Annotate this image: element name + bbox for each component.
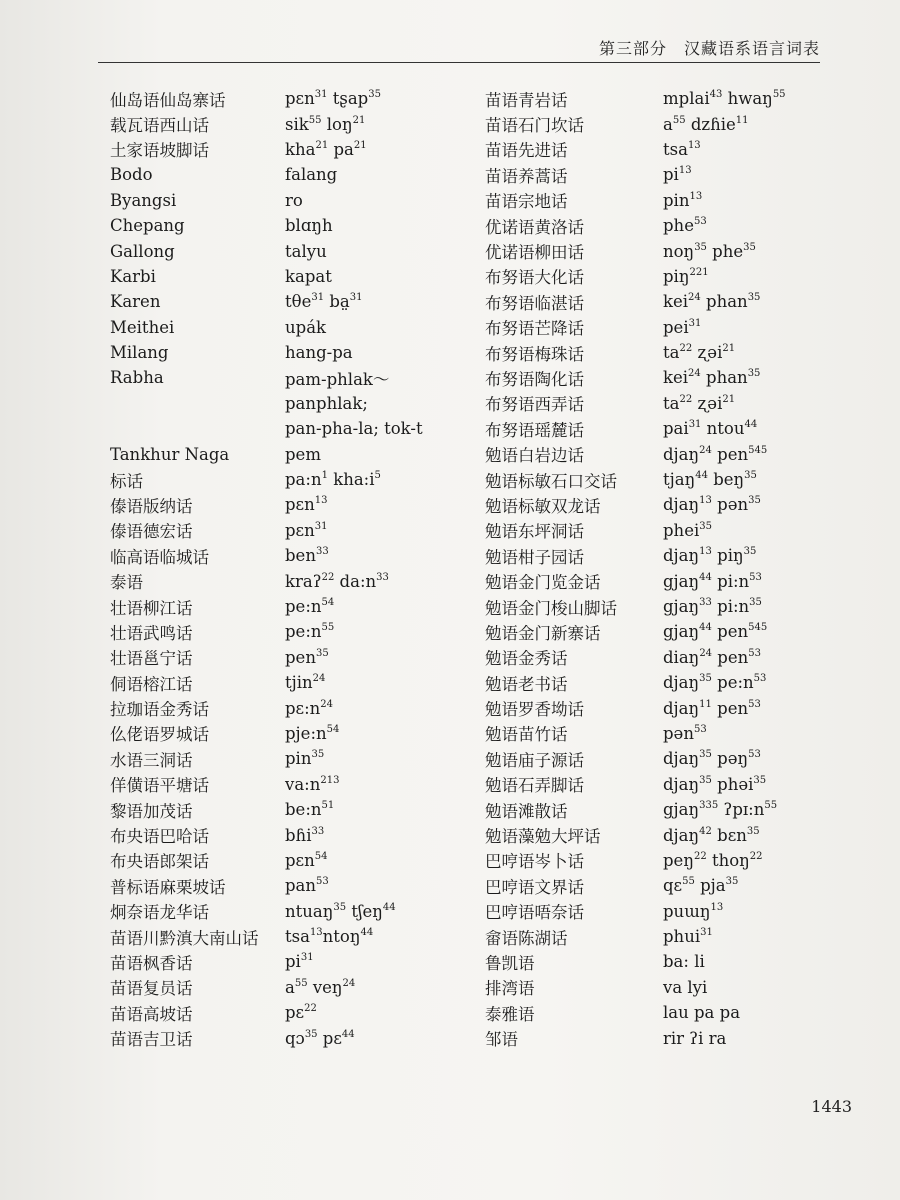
table-row	[110, 543, 423, 568]
word-form: phei$^{35}$	[663, 520, 712, 540]
table-row	[110, 264, 423, 289]
table-row	[485, 797, 786, 822]
language-name: 傣语德宏话	[110, 522, 193, 542]
language-name: 苗语宗地话	[485, 192, 568, 212]
table-row	[485, 873, 786, 898]
word-form: bɦi$^{33}$	[285, 825, 325, 845]
word-form: $be:n^{51}$	[285, 800, 335, 820]
table-row	[485, 822, 786, 847]
table-row	[485, 264, 786, 289]
word-form: $pe:n^{55}$	[285, 622, 335, 642]
language-name: 苗语石门坎话	[485, 116, 584, 136]
language-name: 炯奈语龙华话	[110, 903, 209, 923]
table-row	[110, 467, 423, 492]
table-row	[485, 949, 786, 974]
table-row	[110, 772, 423, 797]
table-row	[110, 695, 423, 720]
word-form: pem	[285, 444, 321, 464]
table-row	[485, 975, 786, 1000]
table-row	[485, 111, 786, 136]
word-form: gjaŋ$^{44}$ pen$^{545}$	[663, 622, 768, 642]
language-name: 泰语	[110, 573, 143, 593]
language-name: 泰雅语	[485, 1004, 535, 1024]
language-name: 勉语金门新寨话	[485, 623, 601, 643]
language-name: 排湾语	[485, 979, 535, 999]
language-name: 布努语西弄话	[485, 395, 584, 415]
language-name: 勉语东坪洞话	[485, 522, 584, 542]
language-name: 勉语标敏石口交话	[485, 471, 617, 491]
word-form: $pa:n^1$ $kha:i^5$	[285, 470, 381, 490]
table-row	[485, 645, 786, 670]
language-name: 壮语武鸣话	[110, 623, 193, 643]
header-rule	[98, 62, 820, 63]
word-form: $a^{55}$ dzɦie$^{11}$	[663, 114, 749, 134]
word-form: qɔ$^{35}$ pɛ$^{44}$	[285, 1028, 355, 1048]
table-row	[110, 111, 423, 136]
table-row	[110, 1025, 423, 1050]
word-form: phui$^{31}$	[663, 927, 713, 947]
language-name: 鲁凯语	[485, 953, 535, 973]
word-form: pan-pha-la; tok-t	[285, 419, 423, 439]
table-row	[110, 594, 423, 619]
language-name: 优诺语柳田话	[485, 243, 584, 263]
language-name: 布央语郎架话	[110, 852, 209, 872]
word-form: gjaŋ$^{335}$ $ʔpɪ:n^{55}$	[663, 800, 778, 820]
table-row	[110, 441, 423, 466]
word-form: falang	[285, 165, 338, 185]
table-row	[485, 213, 786, 238]
table-row	[110, 162, 423, 187]
table-row	[485, 416, 786, 441]
word-form: va lyi	[663, 977, 708, 997]
word-form: pɛn$^{31}$ tʂap$^{35}$	[285, 89, 381, 109]
word-form: $pɛ:n^{24}$	[285, 698, 334, 718]
table-row	[110, 188, 423, 213]
language-name: Karen	[110, 292, 161, 312]
language-name: 仫佬语罗城话	[110, 725, 209, 745]
word-form: kei$^{24}$ phan$^{35}$	[663, 368, 761, 388]
word-form: pən$^{53}$	[663, 723, 707, 743]
language-name: 勉语罗香坳话	[485, 700, 584, 720]
word-form: pai$^{31}$ ntou$^{44}$	[663, 419, 758, 439]
language-name: 仙岛语仙岛寨话	[110, 90, 226, 110]
language-name: 苗语吉卫话	[110, 1030, 193, 1050]
table-row	[110, 340, 423, 365]
word-form: lau pa pa	[663, 1003, 741, 1023]
table-row	[485, 594, 786, 619]
word-form: blɑŋh	[285, 216, 333, 236]
word-form: rir ʔi ra	[663, 1028, 727, 1048]
word-form: $a^{55}$ veŋ$^{24}$	[285, 977, 356, 997]
word-form: $pi^{13}$	[663, 165, 692, 185]
word-form: pɛn$^{54}$	[285, 850, 328, 870]
left-column	[110, 86, 423, 1051]
table-row	[110, 975, 423, 1000]
language-name: 临高语临城话	[110, 547, 209, 567]
table-row	[485, 899, 786, 924]
word-form: $pje:n^{54}$	[285, 723, 340, 743]
language-name: Bodo	[110, 165, 153, 185]
table-row	[485, 543, 786, 568]
table-row	[485, 492, 786, 517]
table-row	[110, 137, 423, 162]
language-name: 巴哼语岑卜话	[485, 852, 584, 872]
language-name: 布努语大化话	[485, 268, 584, 288]
word-form: djaŋ$^{11}$ pen$^{53}$	[663, 698, 761, 718]
language-name: 苗语枫香话	[110, 953, 193, 973]
word-form: ntuaŋ$^{35}$ tʃeŋ$^{44}$	[285, 901, 396, 921]
word-form: pan$^{53}$	[285, 876, 329, 896]
word-form: djaŋ$^{24}$ pen$^{545}$	[663, 444, 768, 464]
word-form: djaŋ$^{13}$ piŋ$^{35}$	[663, 546, 757, 566]
language-name: Chepang	[110, 216, 185, 236]
table-row	[485, 315, 786, 340]
table-row	[485, 467, 786, 492]
language-name: 勉语白岩边话	[485, 446, 584, 466]
word-form: tθe$^{31}$ ba̤$^{31}$	[285, 292, 363, 312]
language-name: 勉语石弄脚话	[485, 776, 584, 796]
language-name: Byangsi	[110, 190, 177, 210]
language-name: Milang	[110, 343, 169, 363]
table-row	[110, 924, 423, 949]
running-header: 第三部分 汉藏语系语言词表	[598, 39, 820, 58]
language-name: 勉语老书话	[485, 674, 568, 694]
table-row	[110, 619, 423, 644]
table-row	[110, 848, 423, 873]
language-name: 优诺语黄洛话	[485, 217, 584, 237]
word-form: pɛn$^{13}$	[285, 495, 328, 515]
word-form: upák	[285, 317, 327, 337]
word-form: djaŋ$^{35}$ phəi$^{35}$	[663, 774, 767, 794]
language-name: 土家语坡脚话	[110, 141, 209, 161]
word-form: $ta^{22}$ ʐəi$^{21}$	[663, 343, 736, 363]
word-form: $pe:n^{54}$	[285, 597, 335, 616]
table-row	[110, 289, 423, 314]
language-name: 布努语陶化话	[485, 369, 584, 389]
word-form: kraʔ$^{22}$ $da:n^{33}$	[285, 571, 389, 591]
word-form: kapat	[285, 266, 332, 286]
word-form: talyu	[285, 241, 327, 261]
table-row	[110, 899, 423, 924]
language-name: 布努语瑶麓话	[485, 420, 584, 440]
word-form: kha$^{21}$ $pa^{21}$	[285, 139, 367, 159]
table-row	[485, 695, 786, 720]
table-row	[110, 721, 423, 746]
table-row	[485, 238, 786, 263]
table-row	[110, 949, 423, 974]
table-row	[110, 365, 423, 390]
language-name: 勉语苗竹话	[485, 725, 568, 745]
word-form: tjaŋ$^{44}$ beŋ$^{35}$	[663, 470, 757, 490]
table-row	[485, 86, 786, 111]
word-form: djaŋ$^{35}$ $pe:n^{53}$	[663, 673, 767, 693]
word-form: $ta^{22}$ ʐəi$^{21}$	[663, 393, 736, 413]
language-name: Gallong	[110, 241, 175, 261]
word-form: qɛ$^{55}$ pja$^{35}$	[663, 876, 739, 896]
table-row	[110, 391, 423, 416]
word-form: hang-pa	[285, 343, 353, 363]
language-name: 苗语高坡话	[110, 1004, 193, 1024]
table-row	[485, 619, 786, 644]
table-row	[110, 873, 423, 898]
table-row	[110, 797, 423, 822]
language-name: 傣语版纳话	[110, 496, 193, 516]
language-name: 巴哼语唔奈话	[485, 903, 584, 923]
table-row	[110, 86, 423, 111]
word-form: ba: li	[663, 952, 705, 972]
word-form: noŋ$^{35}$ phe$^{35}$	[663, 241, 756, 261]
table-row	[485, 568, 786, 593]
word-form: pin$^{35}$	[285, 749, 325, 769]
language-name: 邹语	[485, 1030, 518, 1050]
table-row	[110, 315, 423, 340]
language-name: 勉语庙子源话	[485, 750, 584, 770]
table-row	[485, 365, 786, 390]
table-row	[110, 746, 423, 771]
language-name: 勉语标敏双龙话	[485, 496, 601, 516]
page-number: 1443	[811, 1097, 852, 1116]
word-form: sik$^{55}$ loŋ$^{21}$	[285, 114, 366, 134]
word-form: tsa$^{13}$ntoŋ$^{44}$	[285, 927, 374, 947]
language-name: 苗语复员话	[110, 979, 193, 999]
language-name: 黎语加茂话	[110, 801, 193, 821]
language-name: 苗语川黔滇大南山话	[110, 928, 259, 948]
table-row	[485, 162, 786, 187]
table-row	[110, 822, 423, 847]
language-name: 畲语陈湖话	[485, 928, 568, 948]
language-name: 勉语金秀话	[485, 649, 568, 669]
word-form: pɛn$^{31}$	[285, 520, 328, 540]
table-row	[485, 1000, 786, 1025]
language-name: 侗语榕江话	[110, 674, 193, 694]
language-name: 壮语邕宁话	[110, 649, 193, 669]
language-name: Karbi	[110, 266, 156, 286]
language-name: 布努语芒降话	[485, 319, 584, 339]
word-form: djaŋ$^{35}$ pəŋ$^{53}$	[663, 749, 761, 769]
word-form: gjaŋ$^{33}$ $pi:n^{35}$	[663, 597, 762, 616]
word-form: mplai$^{43}$ hwaŋ$^{55}$	[663, 89, 786, 109]
word-form: ben$^{33}$	[285, 546, 329, 566]
word-form: djaŋ$^{42}$ bɛn$^{35}$	[663, 825, 760, 845]
table-row	[485, 441, 786, 466]
table-row	[485, 1025, 786, 1050]
table-row	[110, 238, 423, 263]
language-name: 勉语金门览金话	[485, 573, 601, 593]
table-row	[485, 137, 786, 162]
language-name: 勉语藻勉大坪话	[485, 827, 601, 847]
table-row	[110, 213, 423, 238]
language-name: 勉语金门梭山脚话	[485, 598, 617, 618]
language-name: 标话	[110, 471, 143, 491]
right-column	[485, 86, 786, 1051]
table-row	[110, 416, 423, 441]
language-name: 壮语柳江话	[110, 598, 193, 618]
language-name: Rabha	[110, 368, 164, 388]
table-row	[110, 568, 423, 593]
table-row	[485, 848, 786, 873]
word-form: $pi^{31}$	[285, 952, 314, 972]
language-name: 拉珈语金秀话	[110, 700, 209, 720]
language-name: 苗语青岩话	[485, 90, 568, 110]
language-name: Tankhur Naga	[110, 444, 230, 464]
language-name: 巴哼语文界话	[485, 877, 584, 897]
word-form: diaŋ$^{24}$ pen$^{53}$	[663, 647, 761, 667]
language-name: 佯僙语平塘话	[110, 776, 209, 796]
language-name: 勉语滩散话	[485, 801, 568, 821]
language-name: 载瓦语西山话	[110, 116, 209, 136]
language-name: 布努语梅珠话	[485, 344, 584, 364]
word-form: piŋ$^{221}$	[663, 266, 709, 286]
table-row	[485, 746, 786, 771]
table-row	[485, 518, 786, 543]
word-form: pen$^{35}$	[285, 647, 329, 667]
word-form: kei$^{24}$ phan$^{35}$	[663, 292, 761, 312]
word-form: tjin$^{24}$	[285, 673, 326, 693]
language-name: 水语三洞话	[110, 750, 193, 770]
word-form: panphlak;	[285, 393, 368, 413]
language-name: 勉语柑子园话	[485, 547, 584, 567]
word-form: ro	[285, 190, 303, 210]
table-row	[485, 924, 786, 949]
table-row	[485, 289, 786, 314]
word-form: pei$^{31}$	[663, 317, 702, 337]
language-name: 苗语先进话	[485, 141, 568, 161]
word-form: puɯŋ$^{13}$	[663, 901, 724, 921]
language-name: 普标语麻栗坡话	[110, 877, 226, 897]
table-row	[485, 188, 786, 213]
language-name: Meithei	[110, 317, 175, 337]
language-name: 布努语临湛话	[485, 293, 584, 313]
word-form: pam-phlak～	[285, 369, 390, 389]
word-form: gjaŋ$^{44}$ $pi:n^{53}$	[663, 571, 762, 591]
language-name: 苗语养蒿话	[485, 166, 568, 186]
word-form: djaŋ$^{13}$ pən$^{35}$	[663, 495, 761, 515]
word-form: pɛ$^{22}$	[285, 1003, 317, 1023]
table-row	[110, 518, 423, 543]
word-form: tsa$^{13}$	[663, 139, 701, 159]
word-form: phe$^{53}$	[663, 216, 707, 236]
table-row	[110, 492, 423, 517]
word-form: peŋ$^{22}$ thoŋ$^{22}$	[663, 850, 763, 870]
word-form: $va:n^{213}$	[285, 774, 340, 794]
table-row	[485, 391, 786, 416]
table-row	[485, 340, 786, 365]
table-row	[110, 670, 423, 695]
table-row	[485, 772, 786, 797]
table-row	[485, 721, 786, 746]
table-row	[110, 645, 423, 670]
table-row	[485, 670, 786, 695]
language-name: 布央语巴哈话	[110, 827, 209, 847]
table-row	[110, 1000, 423, 1025]
word-form: pin$^{13}$	[663, 190, 703, 210]
